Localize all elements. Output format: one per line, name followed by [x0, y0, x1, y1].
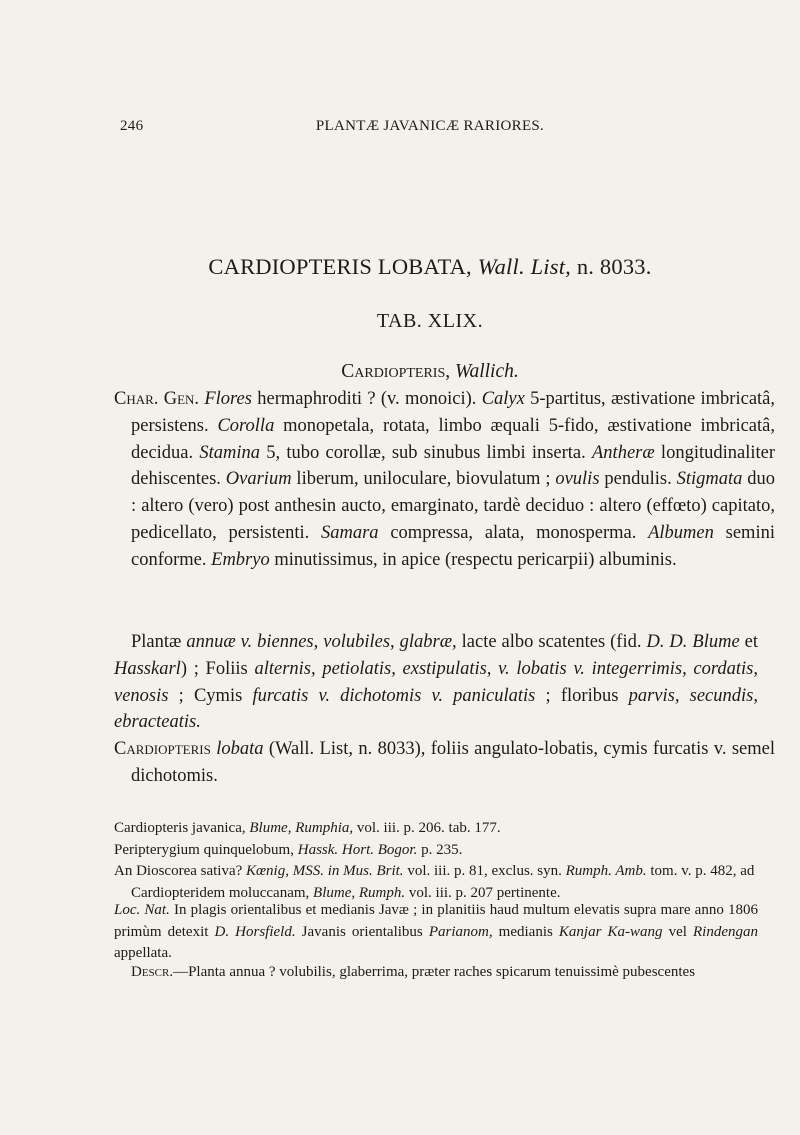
char-text: longitudinaliter dehiscentes. [131, 442, 775, 490]
term-antherae: Antheræ [592, 442, 655, 463]
description-label: Descr. [131, 964, 174, 980]
running-title: PLANTÆ JAVANICÆ RARIORES. [315, 118, 545, 134]
locality-text-italic: Parianom, [428, 923, 493, 940]
synonym-text: tom. v. p. 482, ad Cardiopteridem moluccanam, [131, 863, 755, 901]
synonym-entry [114, 840, 758, 862]
habit-text-italic: annuæ v. biennes, volubiles, glabræ, [186, 632, 457, 652]
char-text: pendulis. [599, 469, 677, 490]
synonym-text: Cardiopteris javanica, [114, 820, 250, 836]
locality-text-italic: Rindengan [693, 923, 759, 940]
habit-text: Plantæ [131, 632, 187, 652]
habit-text: lacte albo scatentes (fid. [456, 632, 647, 652]
genus-name: Cardiopteris, [341, 361, 451, 382]
synonym-citation: Hassk. Hort. Bogor. [297, 841, 418, 858]
habit-text-italic: alternis, petiolatis, exstipulatis, v. lobatis v. integerrimis, cordatis, venosis [114, 658, 758, 706]
term-stamina: Stamina [199, 442, 261, 463]
locality-text: In plagis orientalibus et medianis Javæ ; in planitiis haud multum elevatis supra mare anno 1806 primùm detexit [114, 902, 758, 940]
habit-text-italic: parvis, secundis, ebracteatis. [114, 685, 758, 733]
locality-text: medianis [492, 923, 559, 940]
synonym-citation: Rumph. Amb. [565, 863, 647, 879]
locality-text-italic: D. Horsfield. [214, 923, 296, 940]
char-label: Char. Gen. [114, 389, 200, 409]
description-text: —Planta annua ? volubilis, glaberrima, præter raches spicarum tenuissimè pubescentes [173, 964, 696, 980]
habit-paragraph [114, 629, 758, 736]
plate-number: TAB. XLIX. [376, 310, 484, 332]
genus-author: Wallich. [455, 361, 519, 382]
char-text: hermaphroditi ? (v. monoici). [251, 389, 482, 409]
species-diagnosis [114, 736, 775, 790]
synonymy-list [114, 818, 758, 904]
char-text: compressa, alata, monosperma. [378, 522, 649, 543]
diagnosis-genus: Cardiopteris [114, 739, 211, 759]
char-text: monopetala, rotata, limbo æquali 5-fido, æstivatione imbricatâ, decidua. [131, 415, 775, 463]
title-number: n. 8033. [576, 254, 652, 279]
habit-text: et [739, 632, 759, 652]
synonym-citation: Blume, Rumphia, [249, 820, 354, 836]
term-calyx: Calyx [481, 389, 525, 409]
generic-character-paragraph [114, 386, 775, 574]
running-head [120, 118, 740, 138]
habit-text-italic: furcatis v. dichotomis v. paniculatis [252, 685, 536, 706]
term-stigmata: Stigmata [676, 469, 743, 490]
locality-label: Loc. Nat. [114, 902, 170, 918]
char-text: 5-partitus, æstivatione imbricatâ, persistens. [131, 389, 776, 436]
synonym-entry [114, 861, 758, 904]
synonym-text: An Dioscorea sativa? [114, 863, 247, 879]
term-corolla: Corolla [217, 415, 275, 436]
habit-text: ) ; Foliis [180, 658, 255, 679]
locality-text-italic: Kanjar Ka-wang [558, 923, 663, 940]
char-text: minutissimus, in apice (respectu pericarpii) albuminis. [269, 549, 677, 570]
page-number: 246 [120, 118, 144, 134]
char-text: duo : altero (vero) post anthesin aucto, emarginato, tardè deciduo : altero (effœto) capitato, pedicellato, persistenti. [131, 469, 775, 543]
term-samara: Samara [321, 522, 379, 543]
locality-text: Javanis orientalibus [295, 923, 429, 940]
diagnosis-epithet: lobata [216, 739, 264, 759]
term-albumen: Albumen [648, 522, 714, 543]
char-text: semini conforme. [131, 522, 775, 570]
locality-paragraph [114, 900, 758, 965]
species-title [120, 254, 740, 280]
description-paragraph [114, 962, 758, 984]
diagnosis-text: (Wall. List, n. 8033), foliis angulato-lobatis, cymis furcatis v. semel dichotomis. [131, 739, 775, 786]
term-flores: Flores [204, 389, 252, 409]
habit-text: ; floribus [535, 685, 629, 706]
synonym-text: vol. iii. p. 206. tab. 177. [353, 820, 501, 836]
synonym-citation: Blume, Rumph. [313, 884, 406, 901]
synonym-text: vol. iii. p. 81, exclus. syn. [403, 863, 566, 879]
synonym-text: Peripterygium quinquelobum, [114, 841, 298, 858]
synonym-text: p. 235. [417, 841, 463, 858]
title-citation: Wall. List, [477, 254, 571, 279]
char-text: 5, tubo corollæ, sub sinubus limbi inserta. [260, 442, 592, 463]
habit-text: ; Cymis [168, 685, 253, 706]
locality-text: vel [662, 923, 694, 940]
habit-text-italic: D. D. Blume [646, 632, 740, 652]
synonym-text: vol. iii. p. 207 pertinente. [405, 884, 561, 901]
species-name: CARDIOPTERIS LOBATA, [208, 254, 472, 279]
habit-text-italic: Hasskarl [114, 658, 181, 679]
term-embryo: Embryo [211, 549, 270, 570]
synonym-entry [114, 818, 758, 840]
synonym-citation: Kœnig, MSS. in Mus. Brit. [246, 863, 404, 879]
term-ovarium: Ovarium [225, 469, 292, 490]
char-text: liberum, uniloculare, biovulatum ; [291, 469, 556, 490]
term-ovulis: ovulis [555, 469, 600, 490]
genus-heading [120, 361, 740, 383]
locality-text: appellata. [114, 945, 172, 961]
